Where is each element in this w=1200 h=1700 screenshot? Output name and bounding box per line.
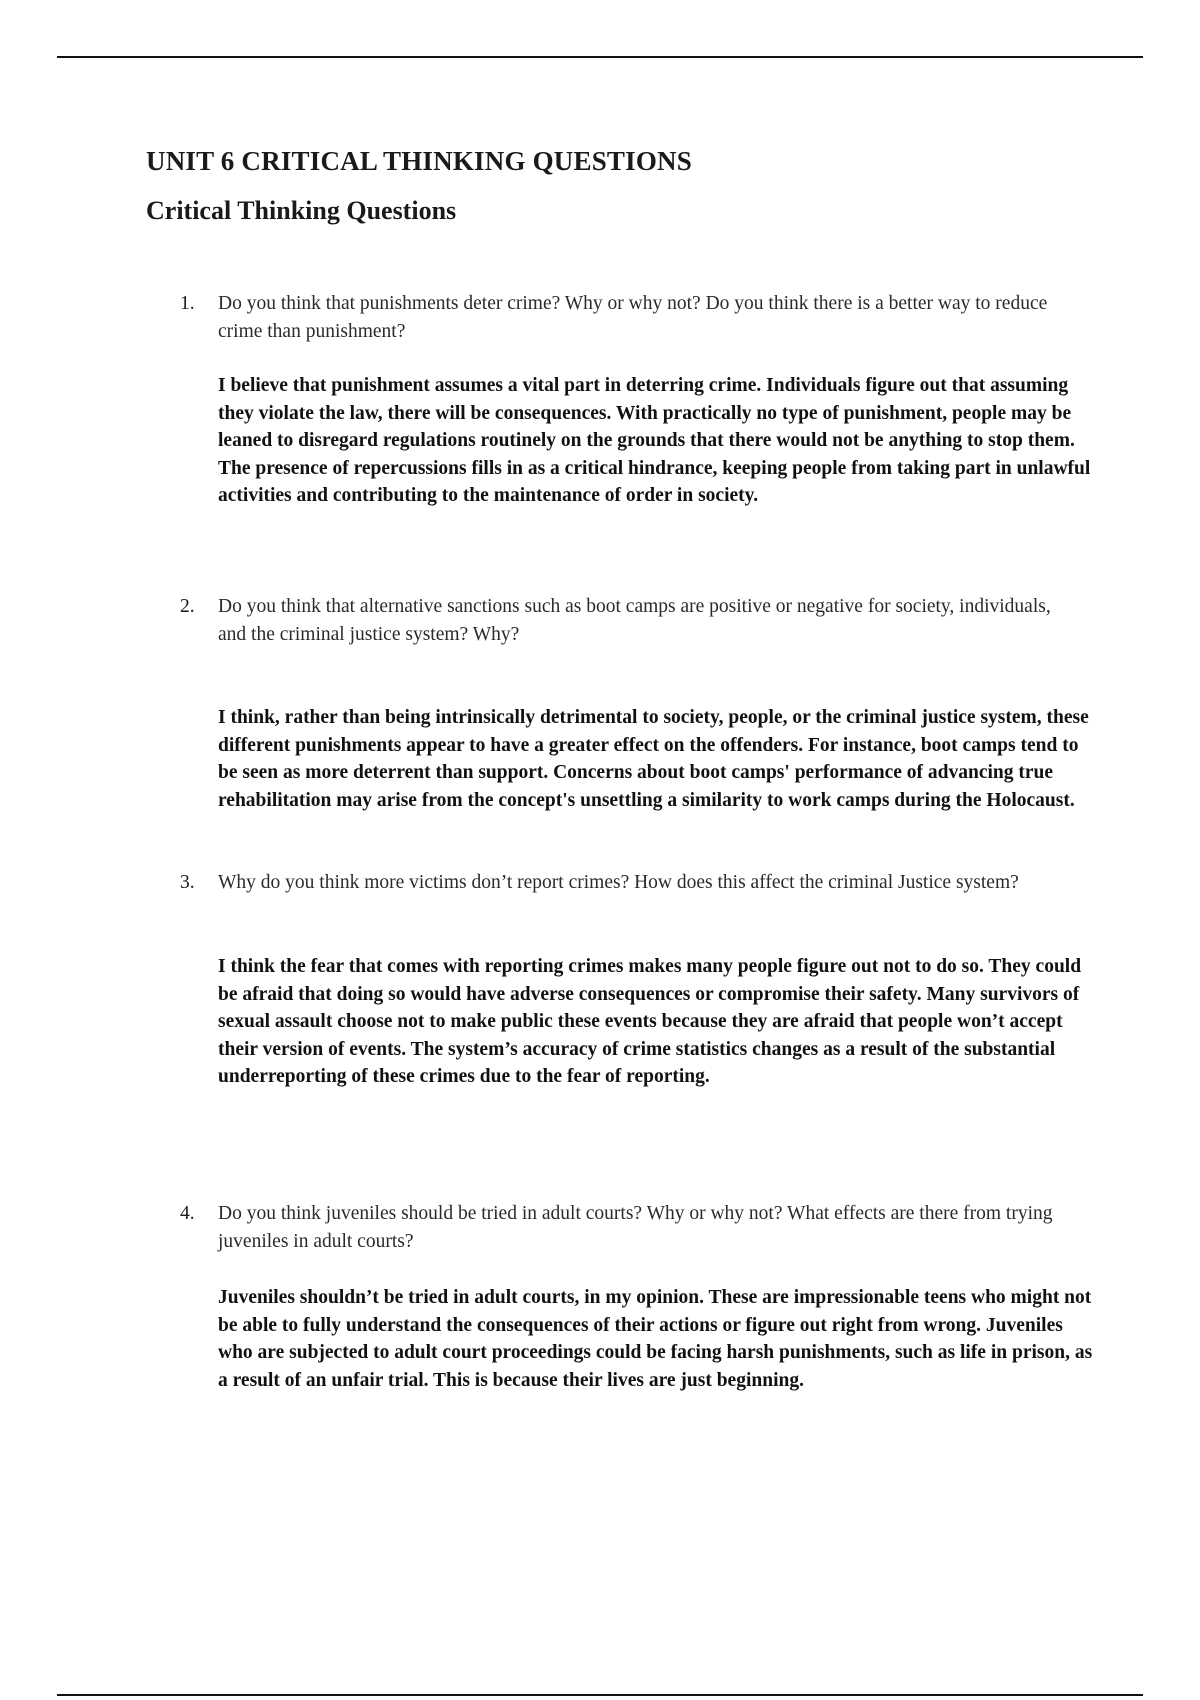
question-number: 4. — [180, 1203, 195, 1224]
answer-1: I believe that punishment assumes a vital part in deterring crime. Individuals figure out that assuming they violate the law, there will be consequences. With practically no type of punishment, people may be leaned to disregard regulations routinely on the grounds that there would not be anything to stop them. The presence of repercussions fills in as a critical hindrance, keeping people from taking part in unlawful activities and contributing to the maintenance of order in society. — [218, 375, 1091, 506]
bottom-rule — [57, 1694, 1143, 1696]
question-number: 3. — [180, 872, 195, 893]
question-2 — [180, 593, 1080, 649]
top-rule — [57, 56, 1143, 58]
document-subtitle: Critical Thinking Questions — [146, 196, 457, 225]
question-3 — [180, 869, 1080, 897]
question-1 — [180, 290, 1080, 346]
question-number: 2. — [180, 596, 195, 617]
question-text: Why do you think more victims don’t report crimes? How does this affect the criminal Justice system? — [218, 872, 1019, 893]
question-text: Do you think juveniles should be tried in adult courts? Why or why not? What effects are there from trying juveniles in adult courts? — [218, 1203, 1053, 1252]
question-number: 1. — [180, 293, 195, 314]
answer-4: Juveniles shouldn’t be tried in adult courts, in my opinion. These are impressionable teens who might not be able to fully understand the consequences of their actions or figure out right from wrong. Juveniles who are subjected to adult court proceedings could be facing harsh punishments, such as life in prison, as a result of an unfair trial. This is because their lives are just beginning. — [218, 1287, 1093, 1391]
document-title: UNIT 6 CRITICAL THINKING QUESTIONS — [146, 146, 692, 176]
question-4 — [180, 1200, 1080, 1256]
question-text: Do you think that alternative sanctions such as boot camps are positive or negative for society, individuals, and the criminal justice system? Why? — [218, 596, 1051, 645]
question-text: Do you think that punishments deter crime? Why or why not? Do you think there is a better way to reduce crime than punishment? — [218, 293, 1048, 342]
answer-2: I think, rather than being intrinsically detrimental to society, people, or the criminal justice system, these different punishments appear to have a greater effect on the offenders. For instance, boot camps tend to be seen as more deterrent than support. Concerns about boot camps' performance of advancing true rehabilitation may arise from the concept's unsettling a similarity to work camps during the Holocaust. — [218, 707, 1089, 811]
answer-3: I think the fear that comes with reporting crimes makes many people figure out not to do so. They could be afraid that doing so would have adverse consequences or compromise their safety. Many survivors of sexual assault choose not to make public these events because they are afraid that people won’t accept their version of events. The system’s accuracy of crime statistics changes as a result of the substantial underreporting of these crimes due to the fear of reporting. — [218, 956, 1082, 1087]
